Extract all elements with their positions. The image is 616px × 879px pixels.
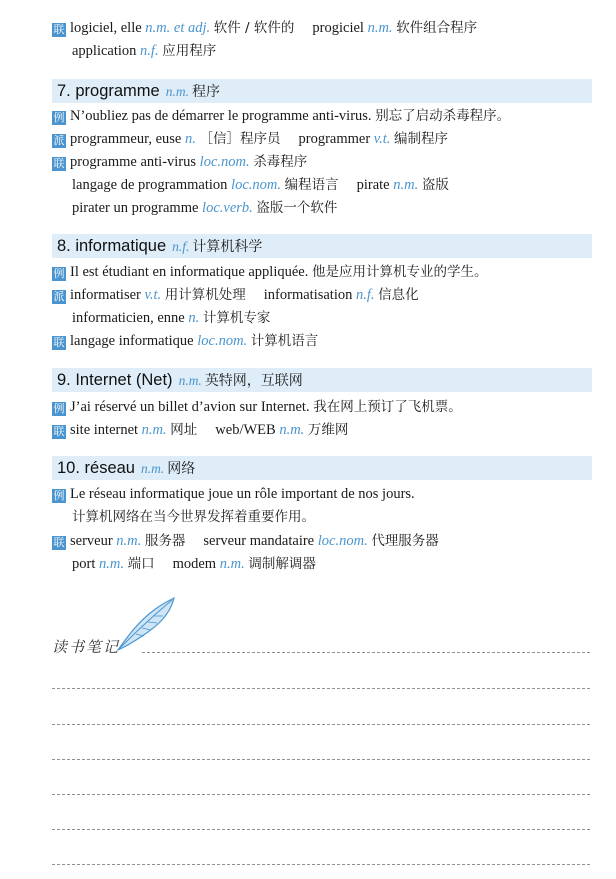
translation: 盗版一个软件	[256, 200, 338, 216]
translation: 应用程序	[162, 43, 217, 59]
translation: 盗版	[421, 177, 449, 193]
example-fr: N’oubliez pas de démarrer le programme anti-virus.	[70, 108, 372, 124]
term: langage informatique	[70, 333, 194, 349]
related-line	[52, 330, 596, 352]
feather-icon	[114, 596, 176, 654]
entry-translation: 网络	[167, 461, 196, 477]
lian-tag: 联	[53, 425, 65, 438]
pos-label: loc.nom.	[231, 177, 281, 193]
pos-label: n.f.	[172, 239, 190, 254]
pai-tag: 派	[53, 134, 65, 147]
entry-headword: 7. programme	[57, 82, 160, 100]
term: programme anti-virus	[70, 154, 197, 170]
pos-label: n.f.	[140, 43, 159, 59]
pai-tag: 派	[53, 290, 65, 303]
translation: 万维网	[307, 422, 349, 438]
example-fr: Il est étudiant en informatique appliquée.	[70, 264, 309, 280]
pos-label: loc.nom.	[317, 533, 368, 549]
pos-label: n.m.	[367, 20, 393, 36]
derivative-line	[52, 284, 596, 306]
term: pirate	[356, 177, 390, 193]
term: modem	[172, 556, 217, 572]
entry-header-reseau	[52, 456, 592, 480]
example-line	[52, 105, 596, 127]
note-line	[52, 724, 590, 725]
example-fr: J’ai réservé un billet d’avion sur Internet.	[70, 399, 310, 415]
translation: 编程语言	[284, 177, 339, 193]
intro-line-2	[72, 40, 596, 62]
term: programmeur, euse	[70, 131, 182, 147]
example-line	[52, 483, 596, 505]
term: informaticien, enne	[72, 310, 185, 326]
translation: 代理服务器	[371, 533, 439, 549]
li-tag: 例	[53, 111, 65, 124]
translation: ［信］程序员	[199, 131, 281, 147]
entry-translation: 英特网，互联网	[204, 373, 303, 389]
term: informatiser	[70, 287, 141, 303]
entry-header-internet	[52, 368, 592, 392]
translation: 网址	[170, 422, 198, 438]
translation: 计算机语言	[250, 333, 319, 349]
term: programmer	[298, 131, 371, 147]
li-tag: 例	[53, 267, 65, 280]
pos-label: n.f.	[355, 287, 375, 303]
note-line	[52, 864, 590, 865]
translation: 杀毒程序	[253, 154, 308, 170]
note-line	[142, 652, 590, 653]
pos-label: v.t.	[373, 131, 391, 147]
translation: 编制程序	[394, 131, 449, 147]
example-cn: 他是应用计算机专业的学生。	[312, 264, 488, 280]
related-line	[52, 419, 596, 441]
lian-tag: 联	[53, 23, 65, 36]
entry-translation: 计算机科学	[192, 239, 263, 255]
note-line	[52, 759, 590, 760]
translation: 软件组合程序	[396, 20, 478, 36]
lian-tag: 联	[53, 536, 65, 549]
example-line	[72, 506, 596, 528]
translation: 软件 / 软件的	[213, 20, 295, 36]
reading-notes-title: 读书笔记	[52, 638, 121, 656]
pos-label: n.	[184, 131, 196, 147]
related-line	[72, 197, 596, 219]
term: port	[72, 556, 96, 572]
related-line	[52, 530, 596, 552]
term: langage de programmation	[72, 177, 228, 193]
pos-label: v.t.	[144, 287, 162, 303]
pos-label: n.m.	[219, 556, 245, 572]
term: serveur mandataire	[203, 533, 315, 549]
pos-label: n.m.	[98, 556, 124, 572]
term: web/WEB	[215, 422, 276, 438]
pos-label: n.m.	[165, 84, 189, 99]
term: logiciel, elle	[70, 20, 142, 36]
example-fr: Le réseau informatique joue un rôle important de nos jours.	[70, 486, 415, 502]
pos-label: n.m. et adj.	[145, 20, 211, 36]
pos-label: n.m.	[140, 461, 165, 476]
translation: 计算机专家	[202, 310, 271, 326]
pos-label: n.m.	[279, 422, 305, 438]
entry-translation: 程序	[191, 84, 220, 100]
translation: 信息化	[378, 287, 419, 303]
related-line	[72, 174, 596, 196]
pos-label: loc.verb.	[202, 200, 253, 216]
term: serveur	[70, 533, 113, 549]
example-cn: 我在网上预订了飞机票。	[313, 399, 462, 415]
pos-label: n.m.	[178, 373, 202, 388]
note-line	[52, 688, 590, 689]
translation: 调制解调器	[248, 556, 316, 572]
entry-header-informatique	[52, 234, 592, 258]
related-line	[52, 151, 596, 173]
example-cn: 计算机网络在当今世界发挥着重要作用。	[72, 509, 315, 525]
example-cn: 别忘了启动杀毒程序。	[375, 108, 511, 124]
intro-line-1	[52, 17, 596, 39]
derivative-line	[52, 128, 596, 150]
related-line	[72, 553, 596, 575]
pos-label: n.m.	[141, 422, 167, 438]
derivative-line	[72, 307, 596, 329]
translation: 服务器	[144, 533, 186, 549]
li-tag: 例	[53, 489, 65, 502]
example-line	[52, 261, 596, 283]
term: informatisation	[263, 287, 353, 303]
li-tag: 例	[53, 402, 65, 415]
term: application	[72, 43, 137, 59]
lian-tag: 联	[53, 336, 65, 349]
pos-label: loc.nom.	[197, 333, 248, 349]
pos-label: n.m.	[393, 177, 419, 193]
pos-label: n.m.	[116, 533, 142, 549]
lian-tag: 联	[53, 157, 65, 170]
note-line	[52, 829, 590, 830]
term: pirater un programme	[72, 200, 199, 216]
pos-label: loc.nom.	[199, 154, 250, 170]
note-line	[52, 794, 590, 795]
entry-headword: 9. Internet (Net)	[57, 371, 173, 389]
example-line	[52, 396, 596, 418]
translation: 端口	[127, 556, 155, 572]
term: progiciel	[312, 20, 364, 36]
pos-label: n.	[188, 310, 200, 326]
entry-header-programme	[52, 79, 592, 103]
entry-headword: 8. informatique	[57, 237, 167, 255]
entry-headword: 10. réseau	[57, 459, 135, 477]
translation: 用计算机处理	[164, 287, 246, 303]
term: site internet	[70, 422, 139, 438]
